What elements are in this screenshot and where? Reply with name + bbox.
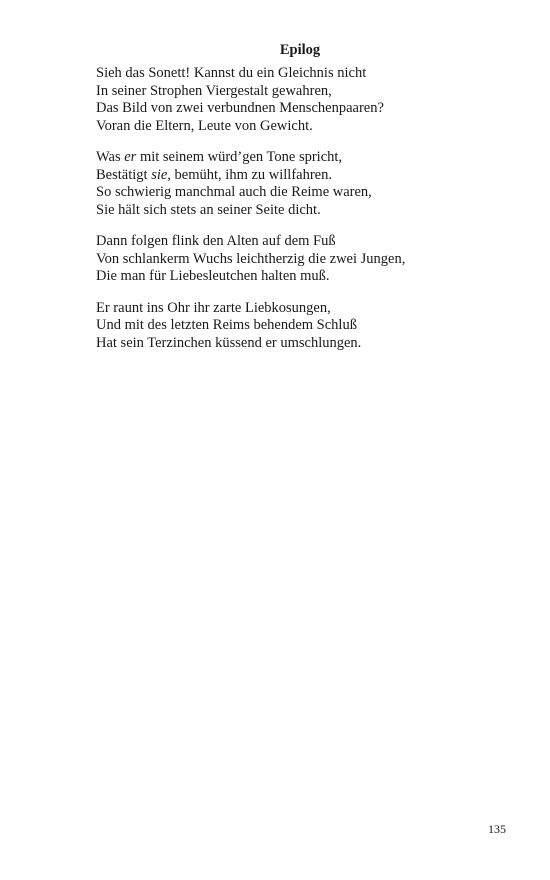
poem-line: Dann folgen flink den Alten auf dem Fuß xyxy=(96,233,336,249)
emphasized-word: er xyxy=(124,149,137,165)
poem-line: Er raunt ins Ohr ihr zarte Liebkosungen, xyxy=(96,299,331,316)
line-text: Bestätigt xyxy=(96,166,152,183)
poem-line: Und mit des letzten Reims behendem Schluß xyxy=(96,317,357,333)
stanza-3 xyxy=(96,233,405,286)
poem-line xyxy=(96,167,405,185)
poem-body xyxy=(96,65,405,366)
stanza-4 xyxy=(96,300,405,353)
poem-line: In seiner Strophen Viergestalt gewahren, xyxy=(96,82,332,99)
emphasized-word: sie, xyxy=(151,166,171,183)
poem-line: Sie hält sich stets an seiner Seite dicht. xyxy=(96,201,321,218)
line-text: mit seinem würd’gen Tone spricht, xyxy=(136,149,343,165)
poem-line: Die man für Liebesleutchen halten muß. xyxy=(96,268,330,284)
poem-line: Das Bild von zwei verbundnen Menschenpaaren? xyxy=(96,100,384,116)
line-text: bemüht, ihm zu willfahren. xyxy=(170,166,332,183)
poem-line: Sieh das Sonett! Kannst du ein Gleichnis nicht xyxy=(96,65,367,81)
page-number: 135 xyxy=(488,822,506,836)
poem-line xyxy=(96,149,405,167)
poem-line: Von schlankerm Wuchs leichtherzig die zwei Jungen, xyxy=(96,250,406,267)
stanza-2 xyxy=(96,149,405,219)
poem-line: Hat sein Terzinchen küssend er umschlungen. xyxy=(96,334,362,351)
line-text: Was xyxy=(96,149,125,165)
poem-title: Epilog xyxy=(279,42,321,58)
poem-line: So schwierig manchmal auch die Reime waren, xyxy=(96,184,372,200)
poem-line: Voran die Eltern, Leute von Gewicht. xyxy=(96,117,313,134)
stanza-1 xyxy=(96,65,405,135)
